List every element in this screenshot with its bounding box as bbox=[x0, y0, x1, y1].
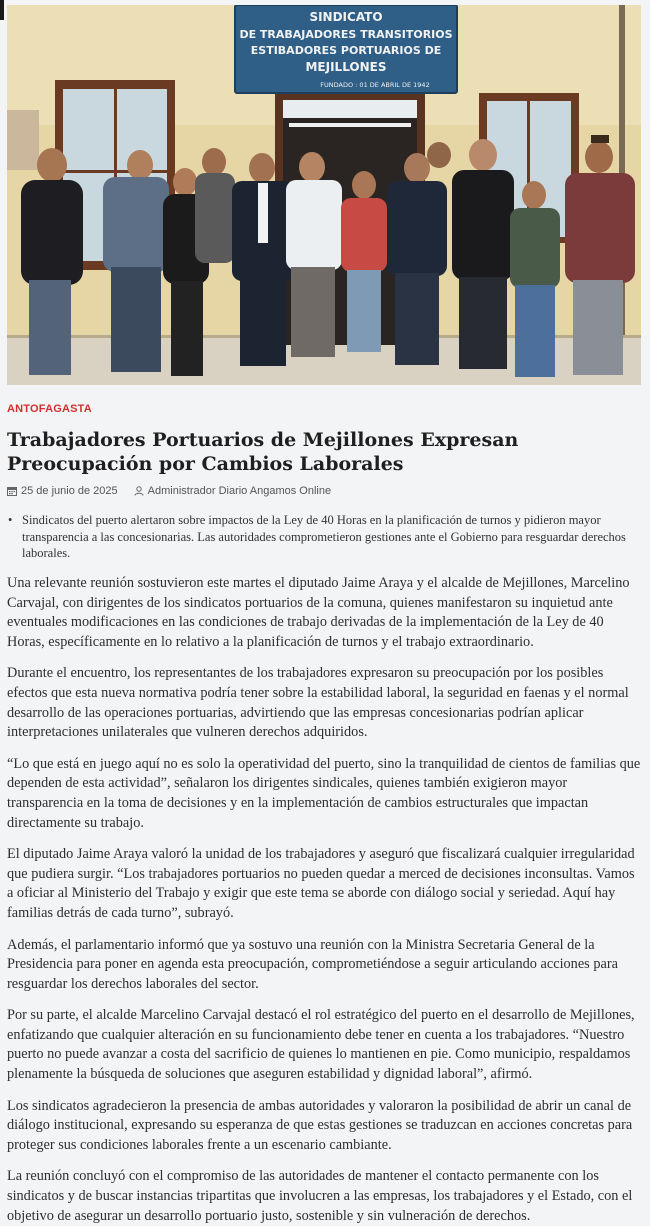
group-photo bbox=[7, 5, 641, 385]
category-label[interactable]: ANTOFAGASTA bbox=[7, 403, 92, 415]
sign-line-2: DE TRABAJADORES TRANSITORIOS bbox=[239, 28, 453, 41]
user-icon bbox=[134, 486, 144, 496]
calendar-icon bbox=[7, 486, 17, 496]
union-sign bbox=[235, 5, 457, 93]
article-meta bbox=[7, 485, 331, 497]
edge-marker bbox=[0, 0, 4, 20]
article-author[interactable]: Administrador Diario Angamos Online bbox=[147, 485, 332, 497]
paragraph: Por su parte, el alcalde Marcelino Carvajal destacó el rol estratégico del puerto en el desarrollo de Mejillones, enfatizando que cualquier alteración en su funcionamiento debe tener en cuenta a los trabajadores. “Nuestro puerto no puede avanzar a costa del sacrificio de quienes lo mantienen en pie. Como municipio, respaldamos plenamente la búsqueda de soluciones que aseguren estabilidad y dignidad laboral”, afirmó. bbox=[7, 1007, 635, 1083]
sign-line-4: MEJILLONES bbox=[305, 60, 387, 74]
paragraph: Durante el encuentro, los representantes de los trabajadores expresaron su preocupación por los posibles efectos que esta nueva normativa podría tener sobre la estabilidad laboral, la seguridad en faenas y el normal desarrollo de las operaciones portuarias, advirtiendo que las empresas concesionarias podrían aplicar interpretaciones unilaterales que vulneren derechos adquiridos. bbox=[7, 665, 629, 741]
article-title: Trabajadores Portuarios de Mejillones Expresan Preocupación por Cambios Laborales bbox=[7, 429, 519, 475]
paragraph: Los sindicatos agradecieron la presencia de ambas autoridades y valoraron la posibilidad de abrir un canal de diálogo institucional, expresando su esperanza de que estas gestiones se traduzcan en acciones concretas para proteger sus condiciones laborales frente a un escenario cambiante. bbox=[7, 1097, 633, 1153]
sign-sub: FUNDADO : 01 DE ABRIL DE 1942 bbox=[320, 81, 430, 89]
hero-photo bbox=[7, 5, 641, 385]
article-summary: • Sindicatos del puerto alertaron sobre impactos de la Ley de 40 Horas en la planificación de turnos y pidieron mayor transparencia a las concesionarias. Las autoridades comprometieron gestiones ante el Gobierno para resguardar derechos laborales. bbox=[22, 512, 640, 562]
sign-line-1: SINDICATO bbox=[309, 10, 383, 24]
article-date: 25 de junio de 2025 bbox=[21, 485, 118, 497]
paragraph: Una relevante reunión sostuvieron este martes el diputado Jaime Araya y el alcalde de Mejillones, Marcelino Carvajal, con dirigentes de los sindicatos portuarios de la comuna, quienes manifestaron su inquietud ante eventuales modificaciones en las condiciones de trabajo derivadas de la implementación de la Ley de 40 Horas, específicamente en lo relativo a la planificación de turnos y el trabajo extraordinario. bbox=[7, 575, 630, 650]
paragraph: Además, el parlamentario informó que ya sostuvo una reunión con la Ministra Secretaria General de la Presidencia para poner en agenda esta preocupación, comprometiéndose a seguir articulando acciones para resguardar los derechos laborales del sector. bbox=[7, 936, 618, 992]
paragraph: La reunión concluyó con el compromiso de las autoridades de mantener el contacto permanente con los sindicatos y de buscar instancias tripartitas que involucren a las empresas, los trabajadores y el Estado, con el objetivo de asegurar un desarrollo portuario justo, sostenible y sin vulneración de derechos. bbox=[7, 1168, 633, 1224]
paragraph: El diputado Jaime Araya valoró la unidad de los trabajadores y aseguró que fiscalizará cualquier irregularidad que pudiera surgir. “Los trabajadores portuarios no pueden quedar a merced de decisiones inconsultas. Vamos a oficiar al Ministerio del Trabajo y exigir que este tema se aborde con diálogo social y seriedad. Aquí hay familias detrás de cada turno”, subrayó. bbox=[7, 846, 635, 921]
article-body bbox=[7, 574, 643, 1226]
sign-line-3: ESTIBADORES PORTUARIOS DE bbox=[250, 44, 442, 57]
paragraph: “Lo que está en juego aquí no es solo la operatividad del puerto, sino la tranquilidad de cientos de familias que dependen de esta actividad”, señalaron los dirigentes sindicales, quienes también exigieron mayor transparencia en la toma de decisiones y en la implementación de cambios estructurales que impactan directamente su trabajo. bbox=[7, 755, 641, 831]
